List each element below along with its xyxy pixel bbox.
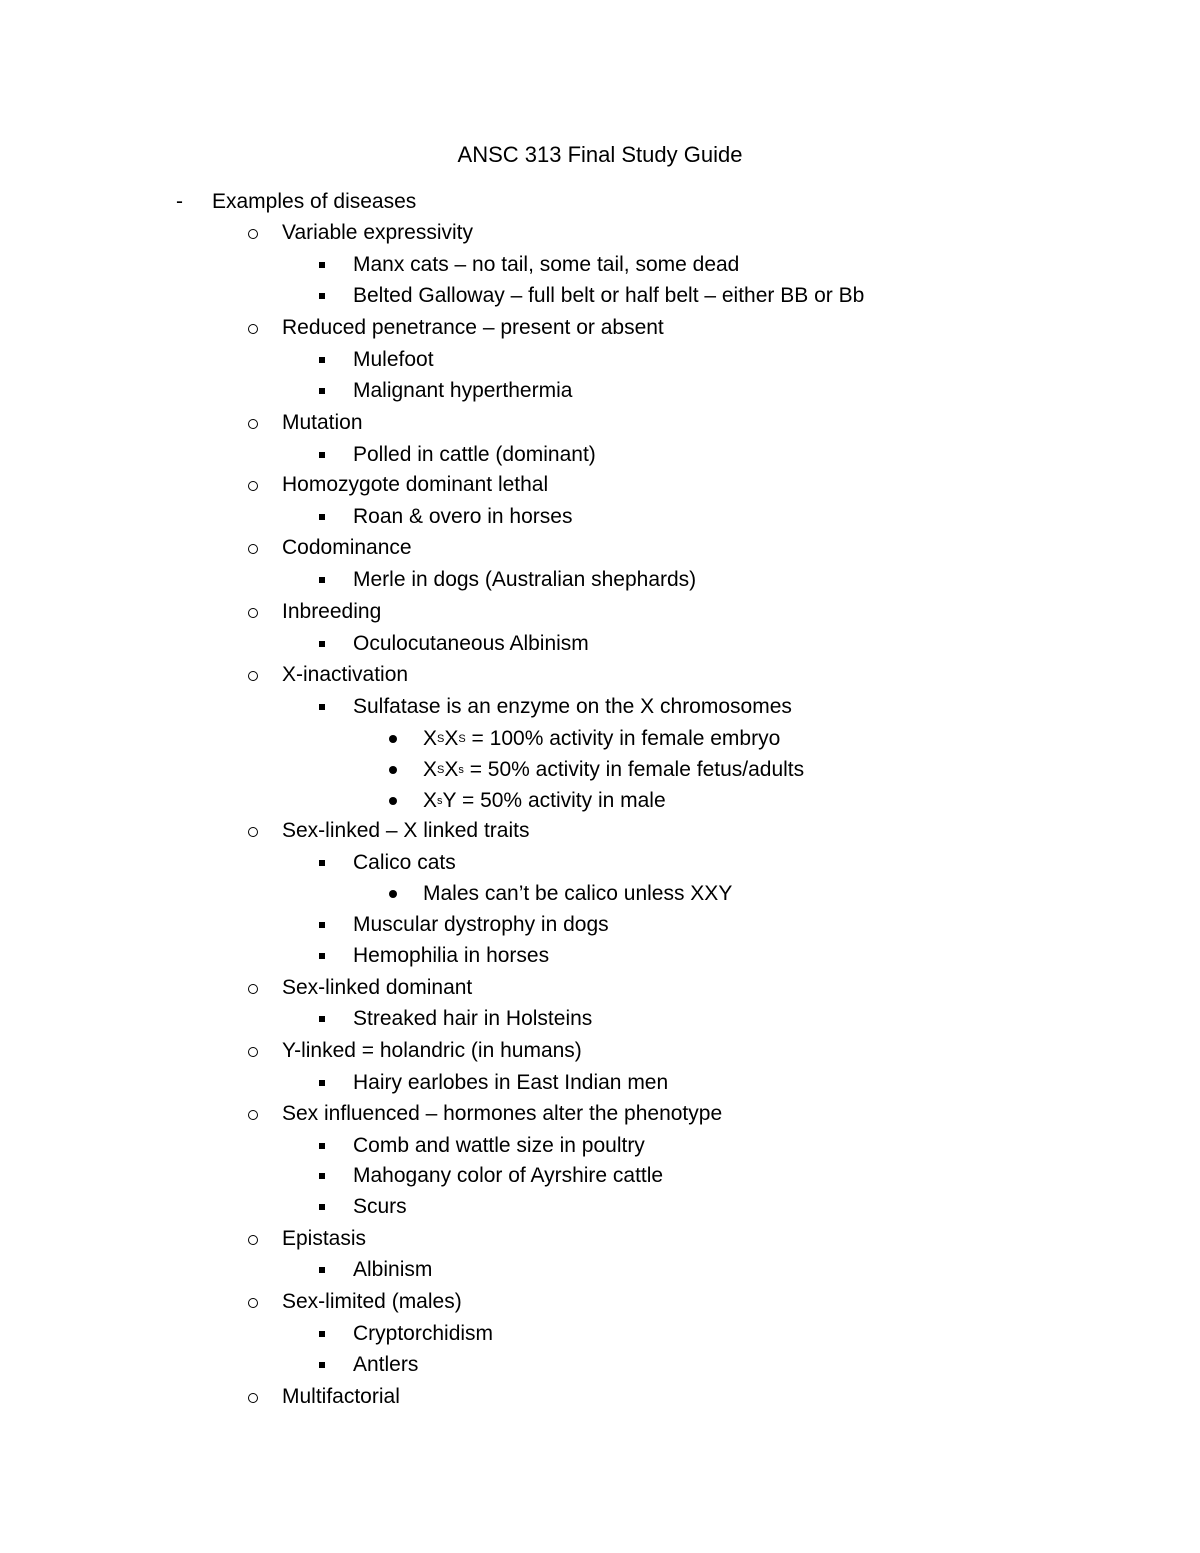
square-bullet-icon bbox=[319, 514, 325, 520]
topic-label: Epistasis bbox=[282, 1227, 367, 1250]
example-text: Calico cats bbox=[353, 851, 456, 874]
topic-label: Inbreeding bbox=[282, 600, 382, 623]
square-bullet-icon bbox=[319, 452, 325, 458]
topic-label: Sex influenced – hormones alter the phenotype bbox=[282, 1102, 723, 1125]
example-text: Comb and wattle size in poultry bbox=[353, 1134, 645, 1157]
example-text: Antlers bbox=[353, 1353, 419, 1376]
square-bullet-icon bbox=[319, 388, 325, 394]
circle-bullet-icon bbox=[248, 229, 258, 239]
example-text: Muscular dystrophy in dogs bbox=[353, 913, 609, 936]
square-bullet-icon bbox=[319, 1080, 325, 1086]
circle-bullet-icon bbox=[248, 671, 258, 681]
topic-label: Sex-limited (males) bbox=[282, 1290, 462, 1313]
circle-bullet-icon bbox=[248, 544, 258, 554]
example-text: Mulefoot bbox=[353, 348, 434, 371]
square-bullet-icon bbox=[319, 293, 325, 299]
circle-bullet-icon bbox=[248, 1110, 258, 1120]
topic-label: Multifactorial bbox=[282, 1385, 400, 1408]
example-text: Hairy earlobes in East Indian men bbox=[353, 1071, 669, 1094]
square-bullet-icon bbox=[319, 1016, 325, 1022]
square-bullet-icon bbox=[319, 860, 325, 866]
section-heading: Examples of diseases bbox=[212, 190, 417, 213]
square-bullet-icon bbox=[319, 704, 325, 710]
example-text: Albinism bbox=[353, 1258, 433, 1281]
example-text: Belted Galloway – full belt or half belt – either BB or Bb bbox=[353, 284, 865, 307]
square-bullet-icon bbox=[319, 1362, 325, 1368]
example-text: Hemophilia in horses bbox=[353, 944, 550, 967]
note-text: Males can’t be calico unless XXY bbox=[423, 882, 733, 905]
genotype-text: $X^SX^s = 50\%$ activity in female fetus/adults bbox=[423, 758, 805, 781]
round-bullet-icon bbox=[389, 890, 397, 898]
square-bullet-icon bbox=[319, 262, 325, 268]
example-text: Oculocutaneous Albinism bbox=[353, 632, 589, 655]
dash-marker: - bbox=[176, 190, 183, 213]
square-bullet-icon bbox=[319, 922, 325, 928]
example-text: Polled in cattle (dominant) bbox=[353, 443, 596, 466]
example-text: Merle in dogs (Australian shephards) bbox=[353, 568, 697, 591]
circle-bullet-icon bbox=[248, 1298, 258, 1308]
square-bullet-icon bbox=[319, 577, 325, 583]
square-bullet-icon bbox=[319, 1204, 325, 1210]
example-text: Scurs bbox=[353, 1195, 407, 1218]
square-bullet-icon bbox=[319, 641, 325, 647]
round-bullet-icon bbox=[389, 766, 397, 774]
circle-bullet-icon bbox=[248, 1235, 258, 1245]
square-bullet-icon bbox=[319, 1267, 325, 1273]
topic-label: Homozygote dominant lethal bbox=[282, 473, 549, 496]
topic-label: Y-linked = holandric (in humans) bbox=[282, 1039, 582, 1062]
topic-label: Reduced penetrance – present or absent bbox=[282, 316, 664, 339]
topic-label: X-inactivation bbox=[282, 663, 409, 686]
circle-bullet-icon bbox=[248, 481, 258, 491]
square-bullet-icon bbox=[319, 1143, 325, 1149]
circle-bullet-icon bbox=[248, 827, 258, 837]
round-bullet-icon bbox=[389, 735, 397, 743]
genotype-text: $X^sY = 50\%$ activity in male bbox=[423, 789, 666, 812]
example-text: Cryptorchidism bbox=[353, 1322, 494, 1345]
example-text: Manx cats – no tail, some tail, some dead bbox=[353, 253, 740, 276]
circle-bullet-icon bbox=[248, 419, 258, 429]
square-bullet-icon bbox=[319, 1173, 325, 1179]
circle-bullet-icon bbox=[248, 608, 258, 618]
circle-bullet-icon bbox=[248, 1047, 258, 1057]
square-bullet-icon bbox=[319, 953, 325, 959]
example-text: Roan & overo in horses bbox=[353, 505, 573, 528]
example-text: Malignant hyperthermia bbox=[353, 379, 573, 402]
topic-label: Codominance bbox=[282, 536, 412, 559]
round-bullet-icon bbox=[389, 797, 397, 805]
example-text: Sulfatase is an enzyme on the X chromosomes bbox=[353, 695, 792, 718]
square-bullet-icon bbox=[319, 357, 325, 363]
square-bullet-icon bbox=[319, 1331, 325, 1337]
circle-bullet-icon bbox=[248, 324, 258, 334]
circle-bullet-icon bbox=[248, 984, 258, 994]
topic-label: Sex-linked – X linked traits bbox=[282, 819, 530, 842]
circle-bullet-icon bbox=[248, 1393, 258, 1403]
document-title: ANSC 313 Final Study Guide bbox=[457, 142, 743, 167]
example-text: Streaked hair in Holsteins bbox=[353, 1007, 593, 1030]
topic-label: Variable expressivity bbox=[282, 221, 474, 244]
topic-label: Sex-linked dominant bbox=[282, 976, 473, 999]
genotype-text: $X^SX^S = 100\%$ activity in female embryo bbox=[423, 727, 781, 750]
topic-label: Mutation bbox=[282, 411, 363, 434]
example-text: Mahogany color of Ayrshire cattle bbox=[353, 1164, 664, 1187]
